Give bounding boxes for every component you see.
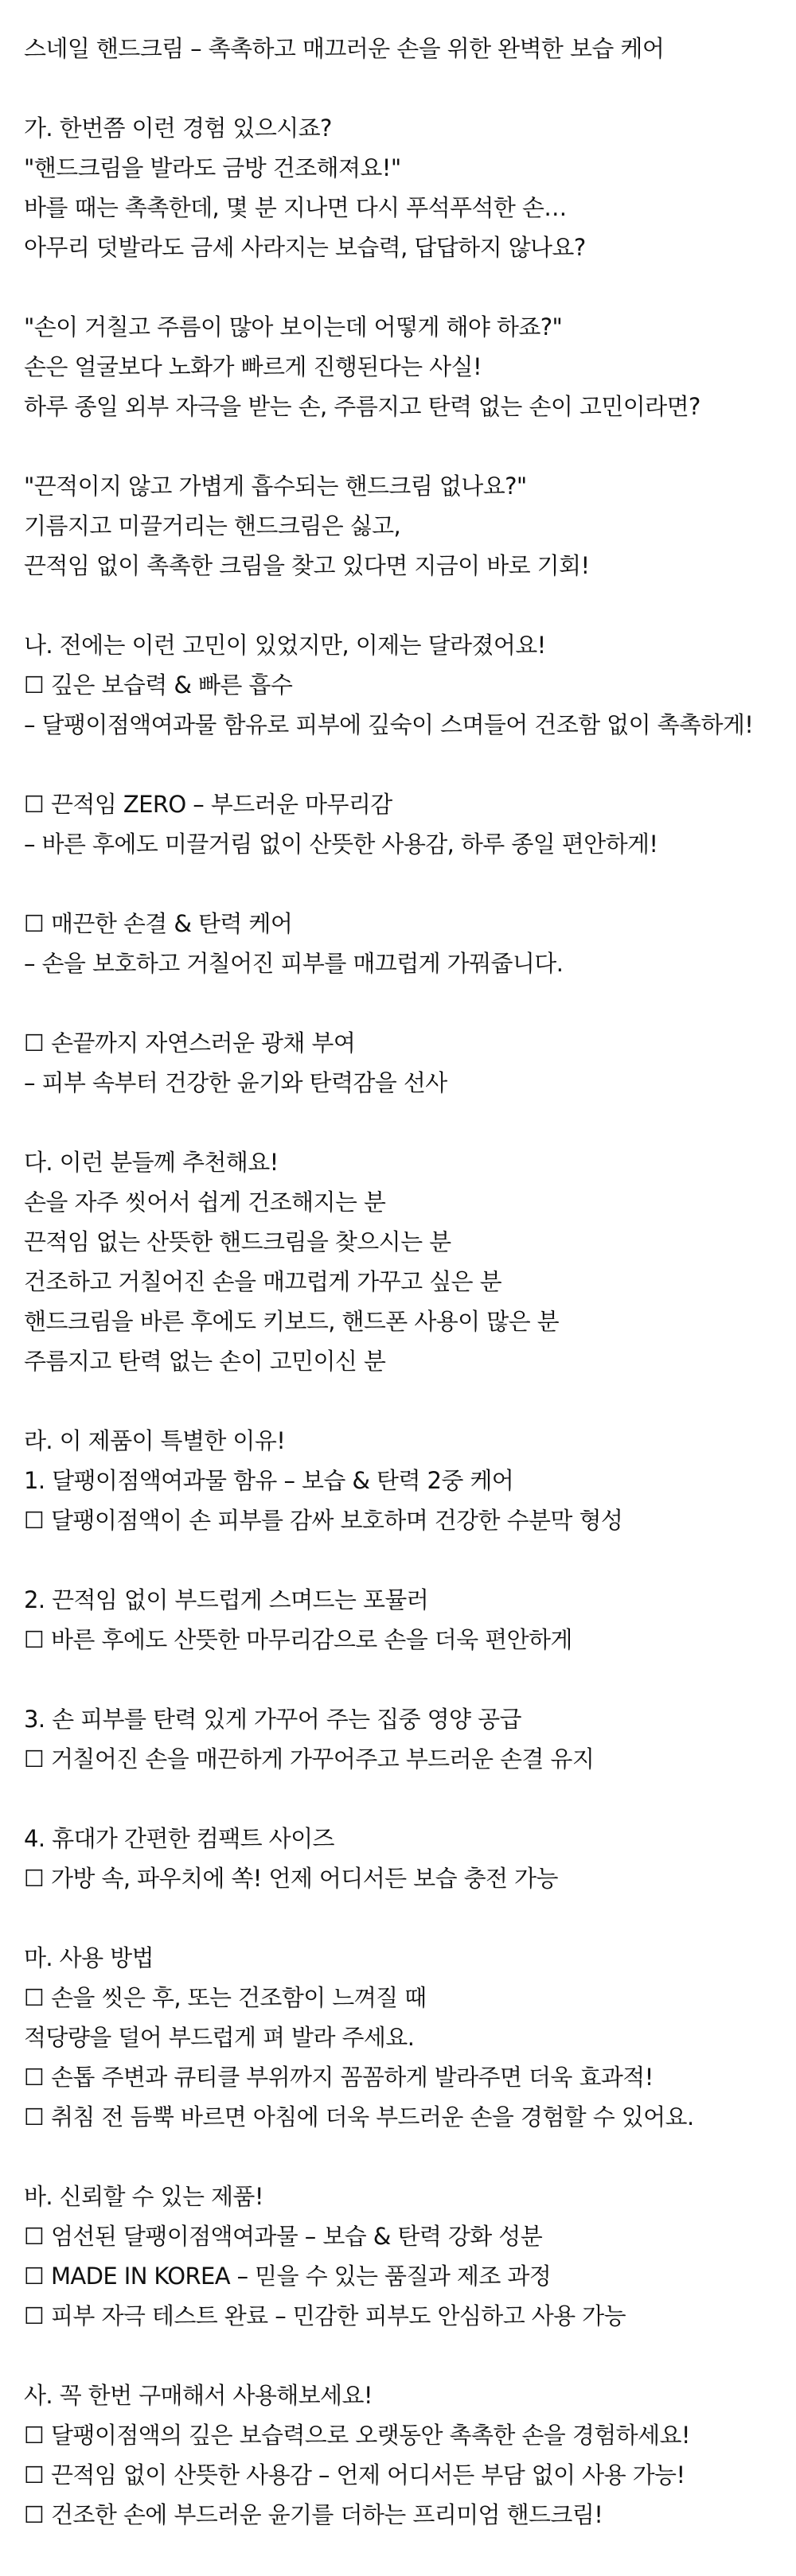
checkbox-bullet-line: ☐ 끈적임 ZERO – 부드러운 마무리감 <box>24 791 392 818</box>
paragraph-gap <box>24 426 772 466</box>
paragraph-gap <box>24 864 772 904</box>
paragraph-gap <box>24 1540 772 1580</box>
dash-detail-line: – 손을 보호하고 거칠어진 피부를 매끄럽게 가꿔줍니다. <box>24 950 564 977</box>
text-line: 바를 때는 촉촉한데, 몇 분 지나면 다시 푸석푸석한 손… <box>24 194 567 221</box>
numbered-point: 1. 달팽이점액여과물 함유 – 보습 & 탄력 2중 케어 <box>24 1467 514 1494</box>
checkbox-bullet-line: ☐ 매끈한 손결 & 탄력 케어 <box>24 910 293 937</box>
text-line: 주름지고 탄력 없는 손이 고민이신 분 <box>24 1348 386 1375</box>
checkbox-bullet-line: ☐ 건조한 손에 부드러운 윤기를 더하는 프리미엄 핸드크림! <box>24 2501 603 2528</box>
paragraph-gap <box>24 267 772 307</box>
checkbox-bullet-line: ☐ 거칠어진 손을 매끈하게 가꾸어주고 부드러운 손결 유지 <box>24 1745 595 1772</box>
text-line: 손을 자주 씻어서 쉽게 건조해지는 분 <box>24 1189 386 1216</box>
numbered-point: 4. 휴대가 간편한 컴팩트 사이즈 <box>24 1825 334 1852</box>
section-heading: 사. 꼭 한번 구매해서 사용해보세요! <box>24 2382 373 2409</box>
section-heading: 나. 전에는 이런 고민이 있었지만, 이제는 달라졌어요! <box>24 632 546 659</box>
checkbox-bullet-line: ☐ 손톱 주변과 큐티클 부위까지 꼼꼼하게 발라주면 더욱 효과적! <box>24 2064 654 2091</box>
text-line: 끈적임 없이 촉촉한 크림을 찾고 있다면 지금이 바로 기회! <box>24 552 590 579</box>
paragraph-gap <box>24 586 772 625</box>
checkbox-bullet-line: ☐ 취침 전 듬뿍 바르면 아침에 더욱 부드러운 손을 경험할 수 있어요. <box>24 2103 694 2130</box>
paragraph-gap <box>24 1779 772 1819</box>
section-heading: 마. 사용 방법 <box>24 1944 154 1971</box>
paragraph-gap <box>24 68 772 108</box>
checkbox-bullet-line: ☐ 깊은 보습력 & 빠른 흡수 <box>24 671 293 698</box>
checkbox-bullet-line: ☐ 끈적임 없이 산뜻한 사용감 – 언제 어디서든 부담 없이 사용 가능! <box>24 2461 685 2488</box>
numbered-point: 3. 손 피부를 탄력 있게 가꾸어 주는 집중 영양 공급 <box>24 1706 521 1733</box>
paragraph-gap <box>24 1660 772 1699</box>
quote-line: "끈적이지 않고 가볍게 흡수되는 핸드크림 없나요?" <box>24 473 527 500</box>
quote-line: "손이 거칠고 주름이 많아 보이는데 어떻게 해야 하죠?" <box>24 313 563 340</box>
text-line: 적당량을 덜어 부드럽게 펴 발라 주세요. <box>24 2024 415 2051</box>
paragraph-gap <box>24 1898 772 1938</box>
paragraph-gap <box>24 745 772 784</box>
paragraph-gap <box>24 2336 772 2376</box>
text-line: 핸드크림을 바른 후에도 키보드, 핸드폰 사용이 많은 분 <box>24 1308 560 1335</box>
checkbox-bullet-line: ☐ 손끝까지 자연스러운 광채 부여 <box>24 1029 356 1056</box>
checkbox-bullet-line: ☐ 바른 후에도 산뜻한 마무리감으로 손을 더욱 편안하게 <box>24 1626 572 1653</box>
dash-detail-line: – 달팽이점액여과물 함유로 피부에 깊숙이 스며들어 건조함 없이 촉촉하게! <box>24 711 754 738</box>
text-line: 기름지고 미끌거리는 핸드크림은 싫고, <box>24 512 401 539</box>
section-heading: 라. 이 제품이 특별한 이유! <box>24 1427 286 1454</box>
text-line: 아무리 덧발라도 금세 사라지는 보습력, 답답하지 않나요? <box>24 234 586 261</box>
checkbox-bullet-line: ☐ 손을 씻은 후, 또는 건조함이 느껴질 때 <box>24 1984 427 2011</box>
section-heading: 다. 이런 분들께 추천해요! <box>24 1149 279 1176</box>
paragraph-gap <box>24 1103 772 1142</box>
checkbox-bullet-line: ☐ 달팽이점액이 손 피부를 감싸 보호하며 건강한 수분막 형성 <box>24 1507 623 1534</box>
text-line: 손은 얼굴보다 노화가 빠르게 진행된다는 사실! <box>24 353 482 380</box>
paragraph-gap <box>24 983 772 1023</box>
text-line: 끈적임 없는 산뜻한 핸드크림을 찾으시는 분 <box>24 1228 451 1255</box>
checkbox-bullet-line: ☐ 피부 자극 테스트 완료 – 민감한 피부도 안심하고 사용 가능 <box>24 2302 626 2329</box>
numbered-point: 2. 끈적임 없이 부드럽게 스며드는 포뮬러 <box>24 1586 429 1613</box>
checkbox-bullet-line: ☐ MADE IN KOREA – 믿을 수 있는 품질과 제조 과정 <box>24 2263 552 2290</box>
section-heading: 가. 한번쯤 이런 경험 있으시죠? <box>24 115 332 142</box>
document-title: 스네일 핸드크림 – 촉촉하고 매끄러운 손을 위한 완벽한 보습 케어 <box>24 35 665 62</box>
checkbox-bullet-line: ☐ 엄선된 달팽이점액여과물 – 보습 & 탄력 강화 성분 <box>24 2223 543 2250</box>
text-line: 건조하고 거칠어진 손을 매끄럽게 가꾸고 싶은 분 <box>24 1268 501 1295</box>
checkbox-bullet-line: ☐ 달팽이점액의 깊은 보습력으로 오랫동안 촉촉한 손을 경험하세요! <box>24 2422 690 2449</box>
paragraph-gap <box>24 1381 772 1421</box>
paragraph-gap <box>24 2137 772 2177</box>
text-line: 하루 종일 외부 자극을 받는 손, 주름지고 탄력 없는 손이 고민이라면? <box>24 393 700 420</box>
section-heading: 바. 신뢰할 수 있는 제품! <box>24 2183 263 2210</box>
dash-detail-line: – 피부 속부터 건강한 윤기와 탄력감을 선사 <box>24 1069 447 1096</box>
dash-detail-line: – 바른 후에도 미끌거림 없이 산뜻한 사용감, 하루 종일 편안하게! <box>24 831 658 858</box>
checkbox-bullet-line: ☐ 가방 속, 파우치에 쏙! 언제 어디서든 보습 충전 가능 <box>24 1865 558 1892</box>
quote-line: "핸드크림을 발라도 금방 건조해져요!" <box>24 154 401 181</box>
